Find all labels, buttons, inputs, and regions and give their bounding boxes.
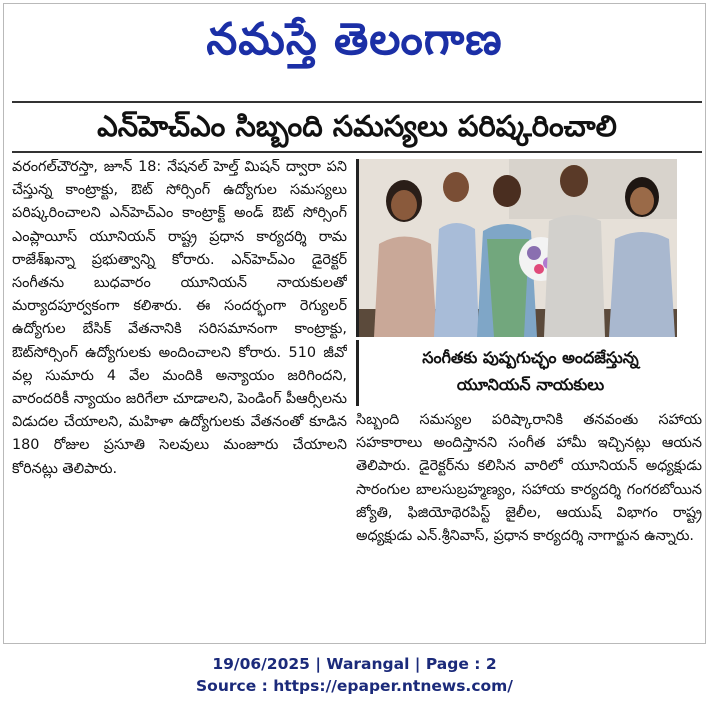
source-footer <box>0 653 709 697</box>
newspaper-clipping <box>3 3 706 644</box>
edition-info: 19/06/2025 | Warangal | Page : 2 <box>212 655 497 673</box>
newspaper-masthead: నమస్తే తెలంగాణ <box>206 14 503 65</box>
news-photo <box>356 159 677 337</box>
photo-caption <box>356 340 702 406</box>
article-headline: ఎన్‌హెచ్‌ఎం సిబ్బంది సమస్యలు పరిష్కరించాలి <box>12 101 702 153</box>
photo-caption-line-1: సంగీతకు పుష్పగుచ్ఛం అందజేస్తున్న <box>422 348 639 367</box>
photo-caption-line-2: యూనియన్‌ నాయకులు <box>456 375 605 394</box>
group-photo-illustration <box>359 159 677 337</box>
article-body-right-column: సిబ్బంది సమస్యల పరిష్కారానికి తనవంతు సహాయ సహకారాలు అందిస్తానని సంగీత హామీ ఇచ్చినట్లు ఆయన తెలిపారు. డైరెక్టర్‌ను కలిసిన వారిలో యూనియన్‌ అధ్యక్షుడు సారంగుల బాలసుబ్రహ్మణ్యం, సహాయ కార్యదర్శి గంగరబోయిన జ్యోతి, ఫిజియోథెరపిస్ట్‌ జైలీల, ఆయుష్‌ విభాగం రాష్ట్ర అధ్యక్షుడు ఎన్‌.శ్రీనివాస్‌, ప్రధాన కార్యదర్శి నాగార్జున ఉన్నారు. <box>356 412 702 545</box>
article-body-left-column: వరంగల్‌చౌరస్తా, జూన్‌ 18: నేషనల్‌ హెల్త్‌ మిషన్‌ ద్వారా పని చేస్తున్న కాంట్రాక్టు, ఔట్‌ సోర్సింగ్‌ ఉద్యోగుల సమస్యలు పరిష్కరించాలని ఎన్‌హెచ్‌ఎం కాంట్రాక్ట్‌ అండ్‌ ఔట్‌ సోర్సింగ్‌ ఎంప్లాయీస్‌ యూనియన్‌ రాష్ట్ర ప్రధాన కార్యదర్శి రామ రాజేశ్‌ఖన్నా ప్రభుత్వాన్ని కోరారు. ఎన్‌హెచ్‌ఎం డైరెక్టర్‌ సంగీతను బుధవారం యూనియన్‌ నాయకులతో మర్యాదపూర్వకంగా కలిశారు. ఈ సందర్భంగా రెగ్యులర్‌ ఉద్యోగుల బేసిక్‌ వేతనానికి సరిసమానంగా కాంట్రాక్టు, ఔట్‌సోర్సింగ్‌ ఉద్యోగులకు అందించాలని కోరారు. 510 జీవో వల్ల సుమారు 4 వేల మందికి అన్యాయం జరిగిందని, వారందరికీ న్యాయం జరిగేలా చూడాలని, పెండింగ్‌ పీఆర్సీలను విడుదల చేయాలని, మహిళా ఉద్యోగులకు వేతనంతో కూడిన 180 రోజుల ప్రసూతి సెలవులు మంజూరు చేయాలని కోరినట్లు తెలిపారు. <box>12 159 347 477</box>
source-link[interactable]: Source : https://epaper.ntnews.com/ <box>196 677 513 695</box>
